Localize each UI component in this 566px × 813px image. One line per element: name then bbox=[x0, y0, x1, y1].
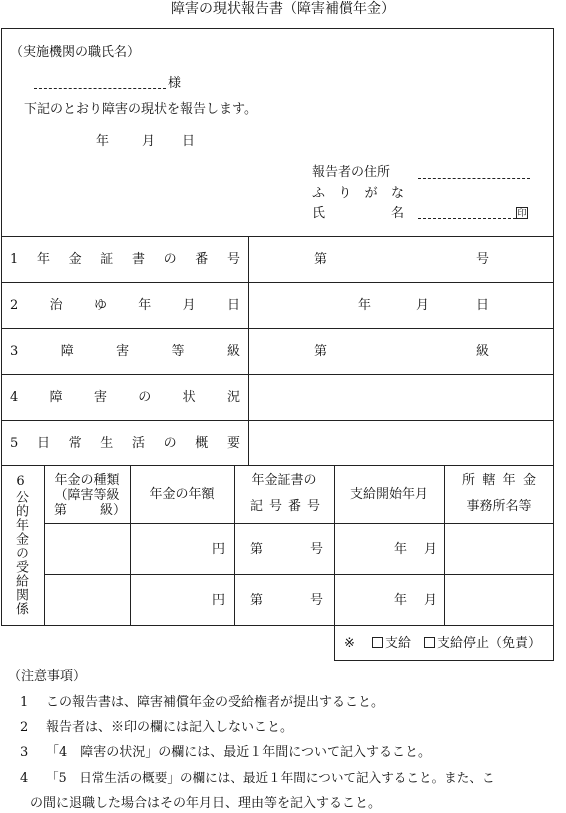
status-mark: ※ bbox=[344, 636, 355, 651]
recipient-label: （実施機関の職氏名） bbox=[10, 45, 141, 60]
furigana-char: が bbox=[364, 186, 378, 201]
row-label-certificate-number bbox=[10, 253, 240, 266]
furigana-char: り bbox=[338, 186, 352, 201]
row-label-char: 状 bbox=[182, 390, 196, 405]
date-day-label: 日 bbox=[182, 134, 196, 149]
row-label-char: 金 bbox=[68, 252, 82, 267]
seal-mark: 印 bbox=[517, 209, 527, 219]
row-label-char: 害 bbox=[93, 390, 107, 405]
row-label-char: の bbox=[163, 436, 177, 451]
row-label-char: 号 bbox=[226, 252, 240, 267]
row-label-cure-date bbox=[10, 299, 240, 312]
row-label-char: 級 bbox=[226, 344, 240, 359]
row-label-char: 月 bbox=[182, 298, 196, 313]
option-pay-label: 支給 bbox=[385, 636, 412, 651]
cure-day: 日 bbox=[476, 298, 490, 313]
name-label bbox=[312, 207, 404, 220]
header-amount: 年金の年額 bbox=[149, 487, 215, 502]
grade-suffix: 級 bbox=[476, 344, 490, 359]
row1-cert-suffix: 号 bbox=[310, 542, 324, 557]
reporter-address-field[interactable] bbox=[418, 178, 530, 179]
date-month-label: 月 bbox=[142, 134, 156, 149]
row1-amount-unit: 円 bbox=[212, 542, 226, 557]
date-year-label: 年 bbox=[96, 134, 110, 149]
row-label-char: 況 bbox=[226, 390, 240, 405]
cert-char: 番 bbox=[287, 499, 301, 514]
row1-start-month: 月 bbox=[424, 542, 438, 557]
row2-amount-unit: 円 bbox=[212, 593, 226, 608]
header-start: 支給開始年月 bbox=[349, 487, 428, 502]
furigana-char: ふ bbox=[312, 186, 326, 201]
cert-char: 記 bbox=[250, 499, 264, 514]
row-label-daily-life bbox=[10, 437, 240, 450]
section6-label: 6公的年金の受給関係 bbox=[13, 474, 28, 616]
row-label-char: 概 bbox=[195, 436, 209, 451]
checkbox-stop[interactable] bbox=[424, 637, 435, 648]
row1-cert-prefix: 第 bbox=[250, 542, 264, 557]
row-label-disability-grade bbox=[10, 345, 240, 358]
row2-cert-prefix: 第 bbox=[250, 593, 264, 608]
row-label-char: 2 bbox=[10, 298, 19, 313]
row-label-char: 書 bbox=[131, 252, 145, 267]
row-label-char: 生 bbox=[100, 436, 114, 451]
row-label-char: 害 bbox=[116, 344, 130, 359]
row-label-char: 要 bbox=[226, 436, 240, 451]
header-cert-line1: 年金証書の bbox=[251, 473, 317, 488]
cert-number-prefix: 第 bbox=[314, 252, 328, 267]
note-4-continued: の間に退職した場合はその年月日、理由等を記入すること。 bbox=[30, 796, 382, 811]
row-label-char: 証 bbox=[100, 252, 114, 267]
header-kind-line3a: 第 bbox=[54, 503, 68, 518]
note-4-num: 4 bbox=[20, 771, 29, 786]
grade-prefix: 第 bbox=[314, 344, 328, 359]
cert-number-suffix: 号 bbox=[476, 252, 490, 267]
recipient-field[interactable] bbox=[34, 88, 166, 89]
row-label-char: 日 bbox=[36, 436, 50, 451]
furigana-label bbox=[312, 187, 404, 200]
row-label-char: 日 bbox=[226, 298, 240, 313]
office-char: 年 bbox=[502, 473, 516, 488]
row-label-char: 治 bbox=[49, 298, 63, 313]
cure-year: 年 bbox=[358, 298, 372, 313]
honorific: 様 bbox=[168, 76, 182, 91]
office-char: 所 bbox=[462, 473, 476, 488]
intro-text: 下記のとおり障害の現状を報告します。 bbox=[24, 102, 257, 117]
note-2-text: 報告者は、※印の欄には記入しないこと。 bbox=[46, 720, 294, 735]
row-label-char: の bbox=[163, 252, 177, 267]
row-label-char: 活 bbox=[131, 436, 145, 451]
checkbox-pay[interactable] bbox=[372, 637, 383, 648]
row-label-char: 等 bbox=[171, 344, 185, 359]
row-label-disability-status bbox=[10, 391, 240, 404]
row-label-char: の bbox=[138, 390, 152, 405]
note-3-num: 3 bbox=[20, 745, 29, 760]
name-char: 氏 bbox=[312, 206, 326, 221]
row-label-char: 番 bbox=[195, 252, 209, 267]
option-stop-label: 支給停止（免責） bbox=[437, 636, 542, 651]
row2-start-year: 年 bbox=[394, 593, 408, 608]
cure-month: 月 bbox=[416, 298, 430, 313]
note-1-text: この報告書は、障害補償年金の受給権者が提出すること。 bbox=[46, 695, 385, 710]
header-cert-line2 bbox=[250, 500, 320, 513]
cert-char: 号 bbox=[268, 499, 282, 514]
header-office-line2: 事務所名等 bbox=[466, 499, 532, 514]
header-office-line1 bbox=[462, 474, 536, 487]
row-label-char: 常 bbox=[68, 436, 82, 451]
row-label-char: ゆ bbox=[93, 298, 107, 313]
row2-start-month: 月 bbox=[424, 593, 438, 608]
reporter-address-label: 報告者の住所 bbox=[312, 165, 391, 180]
row-label-char: 障 bbox=[60, 344, 74, 359]
note-1-num: 1 bbox=[20, 695, 29, 710]
header-kind-line3b: 級） bbox=[100, 503, 127, 518]
form-title: 障害の現状報告書（障害補償年金） bbox=[171, 1, 395, 17]
header-kind-line1: 年金の種類 bbox=[54, 473, 120, 488]
row-label-char: 年 bbox=[36, 252, 50, 267]
row-label-char: 4 bbox=[10, 390, 19, 405]
row2-cert-suffix: 号 bbox=[310, 593, 324, 608]
cert-char: 号 bbox=[306, 499, 320, 514]
office-char: 金 bbox=[522, 473, 536, 488]
row-label-char: 障 bbox=[49, 390, 63, 405]
notes-heading: （注意事項） bbox=[8, 669, 87, 684]
row1-start-year: 年 bbox=[394, 542, 408, 557]
header-kind-line2: （障害等級 bbox=[54, 488, 120, 503]
row-label-char: 5 bbox=[10, 436, 19, 451]
note-2-num: 2 bbox=[20, 720, 29, 735]
row-label-char: 3 bbox=[10, 344, 19, 359]
reporter-name-field[interactable] bbox=[418, 218, 516, 219]
note-4-text: 「5 日常生活の概要」の欄には、最近１年間について記入すること。また、こ bbox=[46, 770, 495, 785]
note-3-text: 「4 障害の状況」の欄には、最近１年間について記入すること。 bbox=[46, 745, 432, 760]
row-label-char: 1 bbox=[10, 252, 19, 267]
office-char: 轄 bbox=[482, 473, 496, 488]
row-label-char: 年 bbox=[138, 298, 152, 313]
name-char: 名 bbox=[390, 206, 404, 221]
furigana-char: な bbox=[390, 186, 404, 201]
